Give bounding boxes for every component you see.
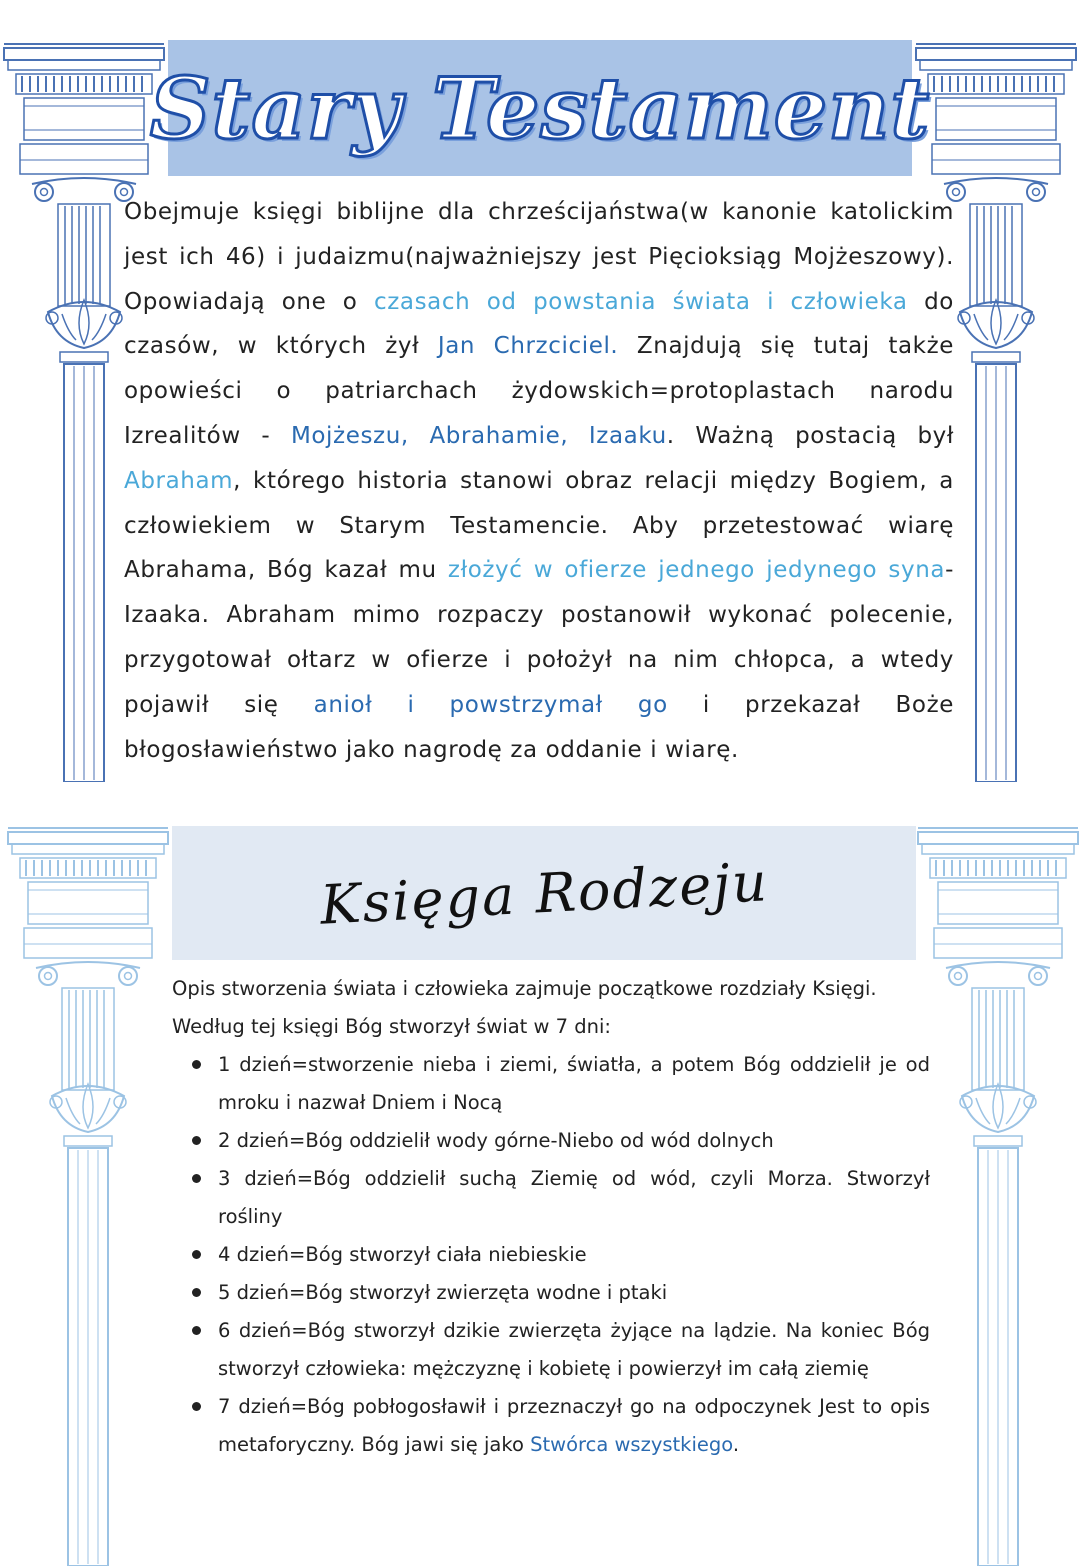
old-testament-paragraph [124, 190, 954, 772]
day-text: 3 dzień=Bóg oddzielił suchą Ziemię od wód, czyli Morza. Stworzył rośliny [218, 1167, 930, 1228]
title-banner [149, 40, 931, 176]
text-segment: i przekazał Boże błogosławieństwo jako nagrodę za oddanie i wiarę. [124, 691, 954, 763]
highlight-creation: czasach od powstania świata i człowieka [373, 288, 908, 315]
subtitle-banner [172, 826, 916, 960]
section-title: Księga Rodzeju [318, 849, 770, 937]
bullet-icon [192, 1250, 201, 1259]
page-title: Stary Testament [149, 58, 931, 158]
right-column-ornament-light [916, 826, 1080, 1566]
day-text: 7 dzień=Bóg pobłogosławił i przeznaczył go na odpoczynek Jest to opis metaforyczny. Bóg jawi się jako [218, 1395, 930, 1456]
highlight-angel: anioł i powstrzymał go [313, 691, 668, 718]
day-text: 5 dzień=Bóg stworzył zwierzęta wodne i ptaki [218, 1281, 668, 1304]
old-testament-text [124, 190, 954, 772]
creation-days-list [172, 1046, 930, 1464]
bullet-icon [192, 1136, 201, 1145]
list-item [172, 1122, 930, 1160]
text-segment: - Izaaka. Abraham mimo rozpaczy postanowił wykonać polecenie, przygotował ołtarz w ofierze i położył na nim chłopca, a wtedy pojawił się [124, 557, 954, 718]
bullet-icon [192, 1060, 201, 1069]
bullet-icon [192, 1174, 201, 1183]
highlight-john-baptist: Jan Chrzciciel. [437, 333, 619, 360]
highlight-creator: Stwórca wszystkiego [530, 1433, 733, 1456]
bullet-icon [192, 1326, 201, 1335]
text-segment: Znajdują się tutaj także opowieści o patriarchach żydowskich=protoplastach narodu Izrealitów - [124, 333, 955, 449]
genesis-text [172, 970, 930, 1464]
day-text: 4 dzień=Bóg stworzył ciała niebieskie [218, 1243, 587, 1266]
highlight-abraham: Abraham [124, 467, 234, 494]
left-column-ornament-light [6, 826, 170, 1566]
list-item [172, 1160, 930, 1236]
day-text: 2 dzień=Bóg oddzielił wody górne-Niebo od wód dolnych [218, 1129, 774, 1152]
bullet-icon [192, 1402, 201, 1411]
text-segment: , którego historia stanowi obraz relacji między Bogiem, a człowiekiem w Starym Testamencie. Aby przetestować wiarę Abrahama, Bóg kazał mu [124, 467, 954, 584]
list-item [172, 1046, 930, 1122]
genesis-intro-line-2: Według tej księgi Bóg stworzył świat w 7 dni: [172, 1015, 612, 1038]
list-item [172, 1388, 930, 1464]
day-text-end: . [732, 1433, 740, 1456]
day-text: 1 dzień=stworzenie nieba i ziemi, światła, a potem Bóg oddzielił je od mroku i nazwał Dniem i Nocą [218, 1053, 930, 1114]
list-item [172, 1236, 930, 1274]
text-segment: . Ważną postacią był [666, 422, 954, 449]
text-segment: Obejmuje księgi biblijne dla chrześcijaństwa(w kanonie katolickim jest ich 46) i judaizmu(najważniejszy jest Pięcioksiąg Mojżeszowy). Opowiadają one o [124, 199, 954, 315]
highlight-patriarchs: Mojżeszu, Abrahamie, Izaaku [290, 422, 667, 449]
bullet-icon [192, 1288, 201, 1297]
highlight-sacrifice: złożyć w ofierze jednego jedynego syna [447, 557, 946, 584]
day-text: 6 dzień=Bóg stworzył dzikie zwierzęta żyjące na lądzie. Na koniec Bóg stworzył człowieka: mężczyznę i kobietę i powierzył im całą ziemię [218, 1319, 930, 1380]
text-segment: do czasów, w których żył [124, 288, 954, 360]
genesis-intro-line-1: Opis stworzenia świata i człowieka zajmuje początkowe rozdziały Księgi. [172, 977, 877, 1000]
list-item [172, 1274, 930, 1312]
list-item [172, 1312, 930, 1388]
